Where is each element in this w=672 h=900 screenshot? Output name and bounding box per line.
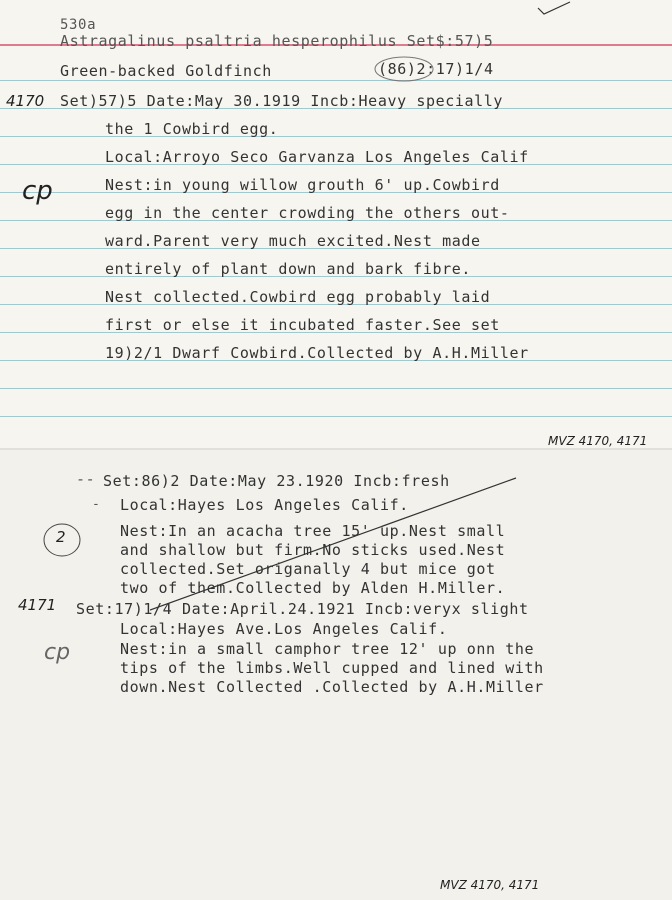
record-line: tips of the limbs.Well cupped and lined with [120,659,544,677]
ruled-line [0,136,672,137]
record-line: Nest:in a small camphor tree 12' up onn the [120,640,535,658]
mvz-label: MVZ 4170, 4171 [440,878,540,892]
ruled-line [0,388,672,389]
record-line: Set)57)5 Date:May 30.1919 Incb:Heavy specially [60,92,504,110]
cross-out-line [150,474,520,614]
mvz-label: MVZ 4170, 4171 [548,434,648,448]
species-name: Astragalinus psaltria hesperophilus Set$:57)5 [60,32,494,50]
record-line: Set:17)1/4 Date:April.24.1921 Incb:veryx slight [76,600,529,618]
strike-marks: - [92,497,101,512]
record-line: Nest collected.Cowbird egg probably laid [105,288,491,306]
record-line: Local:Arroyo Seco Garvanza Los Angeles Calif [105,148,529,166]
catalog-number-margin: 4171 [18,596,57,614]
record-line: first or else it incubated faster.See set [105,316,500,334]
set-note-circle [372,54,436,84]
margin-mark: cp [22,176,53,206]
record-line: Nest:in young willow grouth 6' up.Cowbird [105,176,500,194]
catalog-number-margin: 4170 [6,92,45,110]
circled-note-text: 2 [56,528,66,546]
set-note: (86)2:17)1/4 [378,60,494,78]
record-line: two of them.Collected by Alden H.Miller. [120,579,506,597]
ruled-line [0,416,672,417]
margin-mark: cp [44,640,71,665]
record-line: 19)2/1 Dwarf Cowbird.Collected by A.H.Miller [105,344,529,362]
checkmark-icon [536,0,572,18]
record-line: Nest:In an acacha tree 15' up.Nest small [120,522,506,540]
record-line: and shallow but firm.No sticks used.Nest [120,541,506,559]
record-line: collected.Set origanally 4 but mice got [120,560,496,578]
record-line: entirely of plant down and bark fibre. [105,260,471,278]
common-name: Green-backed Goldfinch [60,62,272,80]
record-line: ward.Parent very much excited.Nest made [105,232,481,250]
strike-marks: -- [76,470,96,488]
record-line: the 1 Cowbird egg. [105,120,279,138]
record-line: Local:Hayes Los Angeles Calif. [120,496,409,514]
record-line: down.Nest Collected .Collected by A.H.Miller [120,678,544,696]
ruled-line [0,80,672,81]
record-line: Local:Hayes Ave.Los Angeles Calif. [120,620,448,638]
record-line: Set:86)2 Date:May 23.1920 Incb:fresh [103,472,450,490]
card-number: 530a [60,17,97,33]
record-line: egg in the center crowding the others out- [105,204,510,222]
